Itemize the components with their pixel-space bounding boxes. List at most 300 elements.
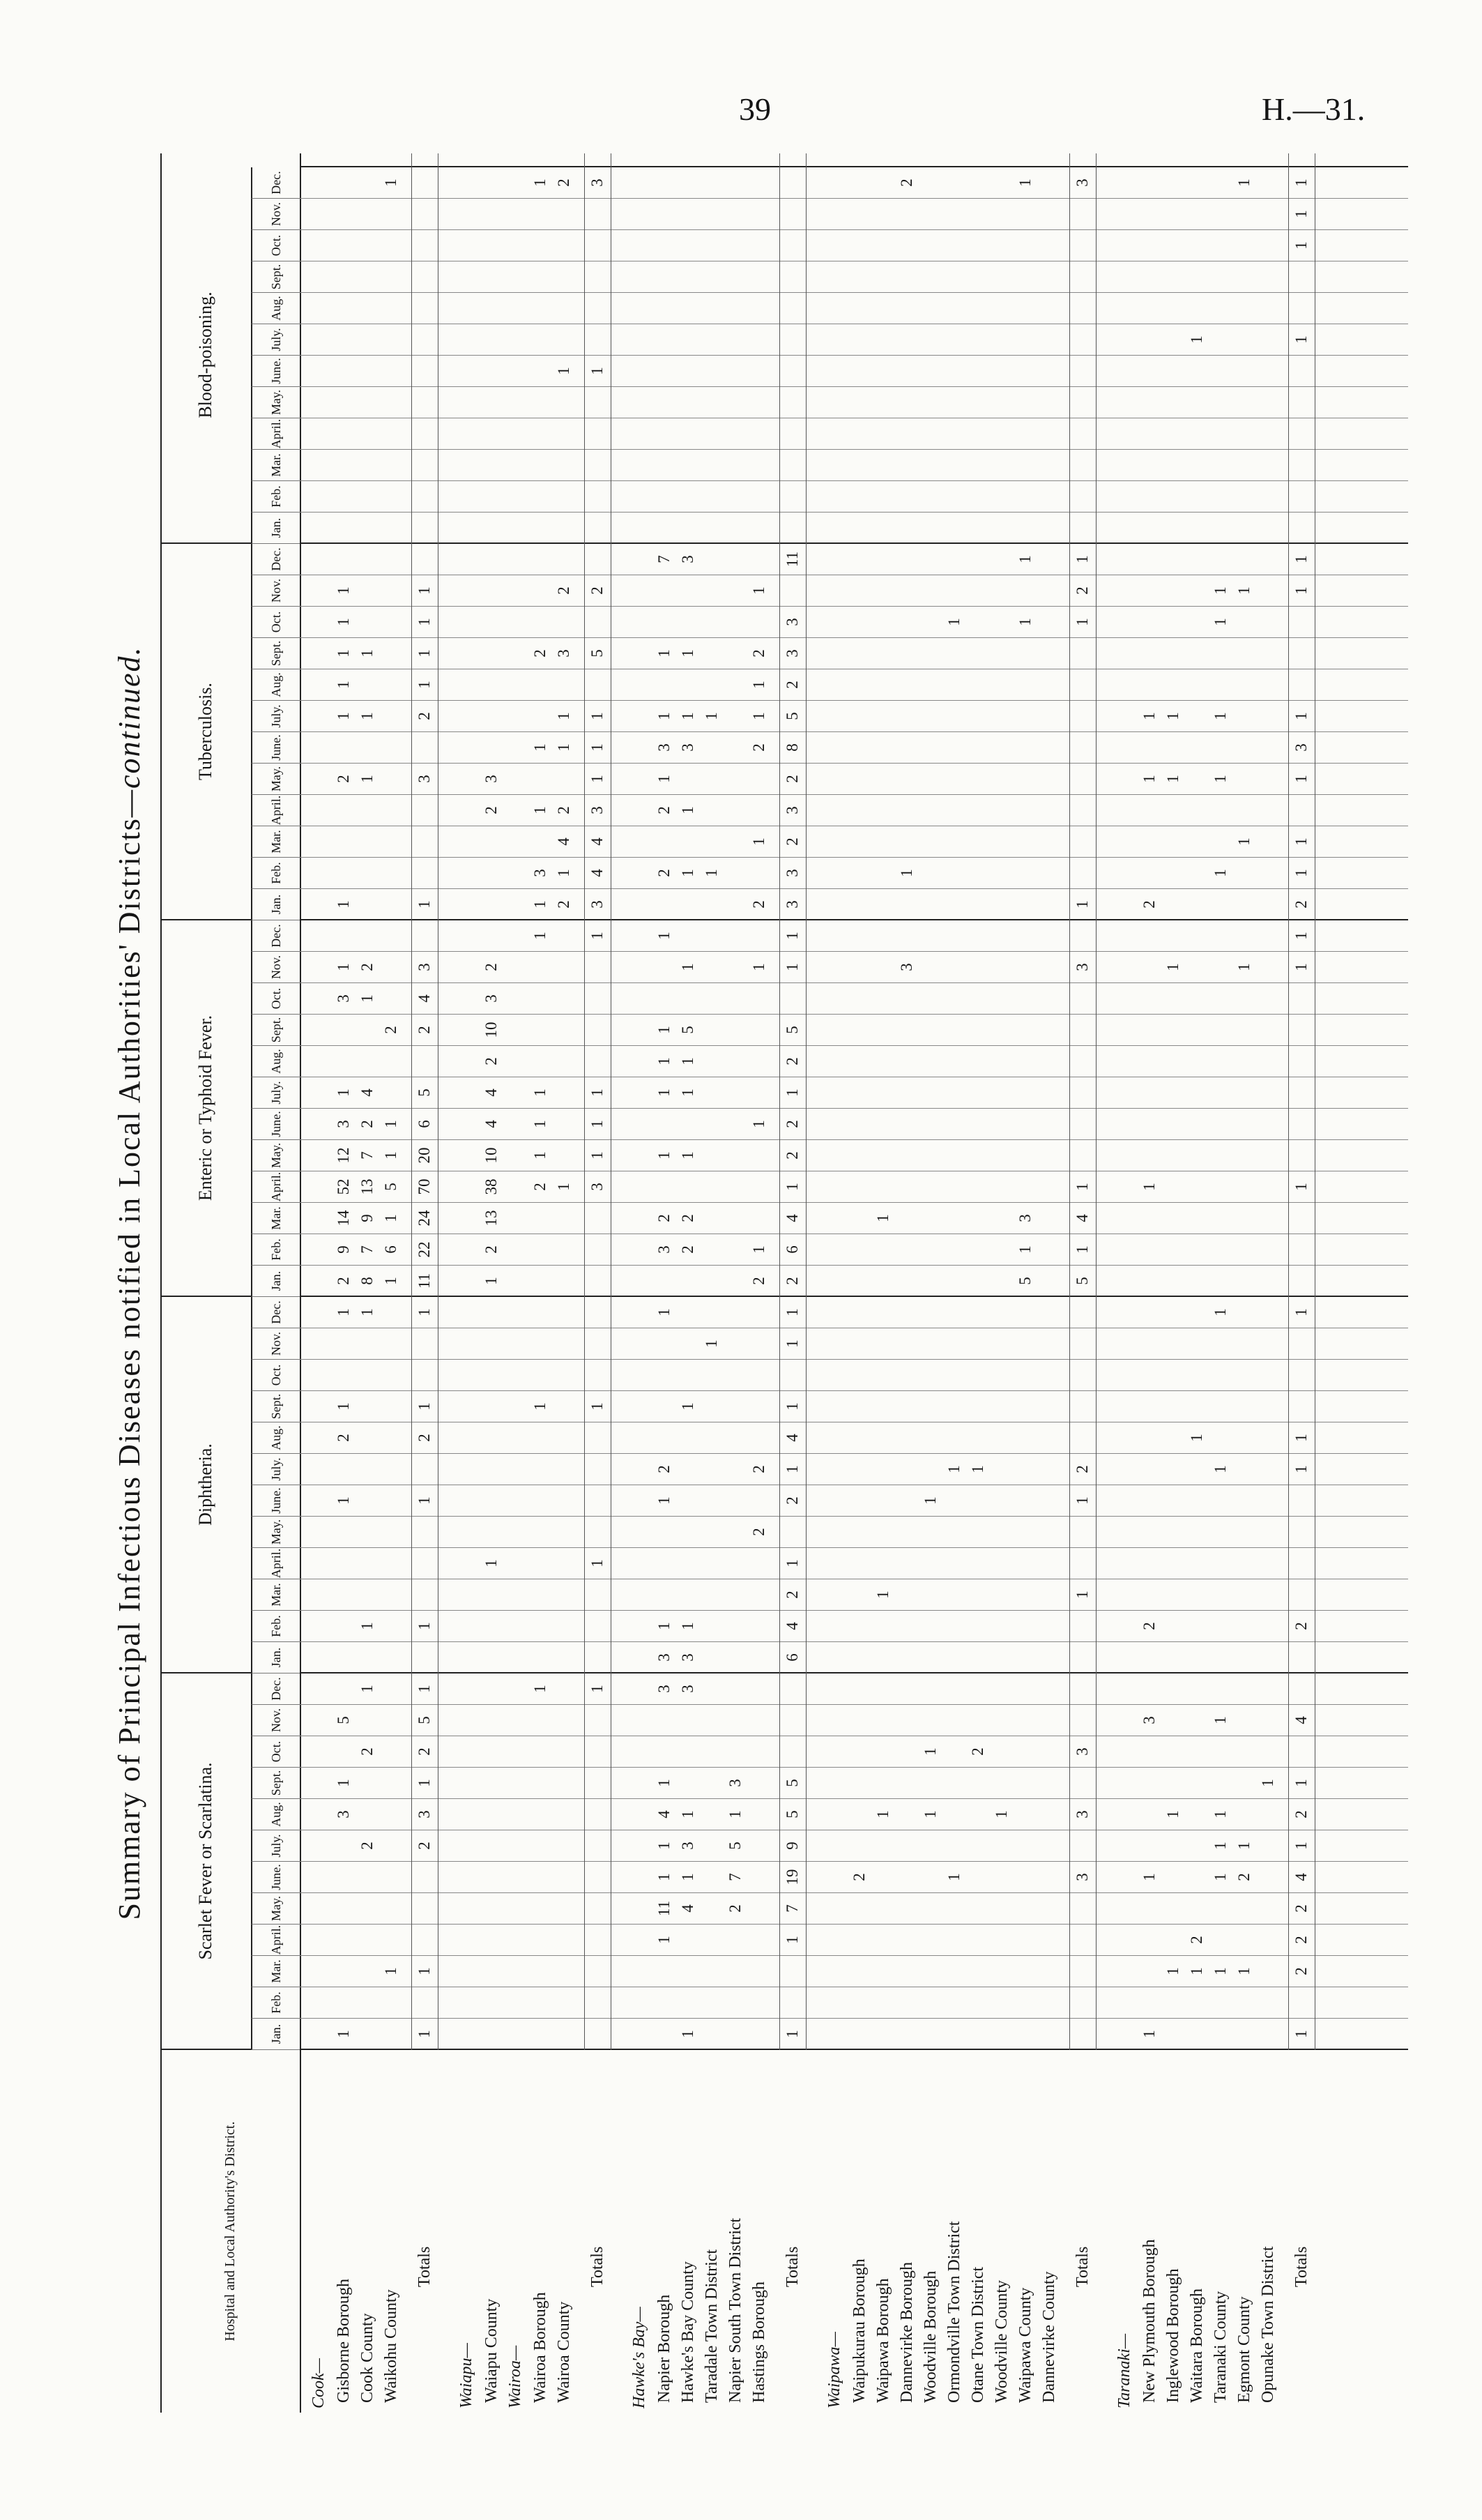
count-cell: 1 xyxy=(655,1026,673,1034)
count-cell: 2 xyxy=(1235,1873,1253,1881)
count-cell: 3 xyxy=(784,900,801,909)
count-cell: 19 xyxy=(784,1869,801,1885)
count-cell: 2 xyxy=(1188,1936,1205,1944)
count-cell: 1 xyxy=(655,1622,673,1630)
count-cell: 2 xyxy=(784,1151,801,1160)
count-cell: 3 xyxy=(784,806,801,814)
month-header: Feb. xyxy=(251,1234,300,1266)
count-cell: 1 xyxy=(679,1151,696,1160)
count-cell: 2 xyxy=(482,1245,500,1254)
month-header: Dec. xyxy=(251,920,300,952)
count-cell: 2 xyxy=(358,963,376,971)
count-cell: 9 xyxy=(335,1245,352,1254)
count-cell: 5 xyxy=(784,1810,801,1819)
count-cell: 1 xyxy=(1212,586,1229,595)
count-cell: 2 xyxy=(1140,1622,1158,1630)
count-cell: 1 xyxy=(415,1622,433,1630)
count-cell: 1 xyxy=(679,806,696,814)
count-cell: 8 xyxy=(784,743,801,752)
count-cell: 1 xyxy=(1074,1591,1091,1599)
totals-row xyxy=(587,153,610,2413)
count-cell: 1 xyxy=(784,1183,801,1191)
district-label: Wairoa— xyxy=(506,2345,524,2408)
totals-row xyxy=(1072,153,1095,2413)
count-cell: 1 xyxy=(335,1496,352,1505)
count-cell: 1 xyxy=(358,649,376,658)
count-cell: 1 xyxy=(482,1277,500,1285)
count-cell: 14 xyxy=(335,1210,352,1227)
month-header: Feb. xyxy=(251,1611,300,1642)
group-heading-row xyxy=(308,153,331,2413)
table-row xyxy=(701,153,724,2413)
month-headers xyxy=(251,153,300,2413)
count-cell: 3 xyxy=(679,555,696,563)
count-cell: 1 xyxy=(1164,963,1182,971)
month-header: Dec. xyxy=(251,167,300,199)
count-cell: 1 xyxy=(679,963,696,971)
count-cell: 1 xyxy=(679,2030,696,2038)
count-cell: 1 xyxy=(1292,1183,1310,1191)
count-cell: 1 xyxy=(358,1685,376,1693)
count-cell: 1 xyxy=(531,900,549,909)
district-label: Hawke's Bay— xyxy=(630,2307,648,2408)
count-cell: 3 xyxy=(1016,1214,1034,1222)
count-cell: 6 xyxy=(784,1653,801,1662)
count-cell: 2 xyxy=(555,179,572,187)
count-cell: 1 xyxy=(1235,963,1253,971)
group-heading-row xyxy=(824,153,847,2413)
count-cell: 1 xyxy=(1292,586,1310,595)
month-header: Nov. xyxy=(251,1705,300,1736)
count-cell: 2 xyxy=(358,1842,376,1850)
count-cell: 8 xyxy=(358,1277,376,1285)
count-cell: 3 xyxy=(898,963,915,971)
district-label: Taradale Town District xyxy=(703,2249,721,2403)
count-cell: 1 xyxy=(1212,1716,1229,1724)
count-cell: 13 xyxy=(358,1178,376,1195)
month-header: Jan. xyxy=(251,1266,300,1297)
count-cell: 3 xyxy=(679,1685,696,1693)
count-cell: 4 xyxy=(655,1810,673,1819)
count-cell: 4 xyxy=(588,837,606,846)
month-header: Sept. xyxy=(251,1391,300,1422)
count-cell: 3 xyxy=(482,994,500,1003)
count-cell: 1 xyxy=(1188,1434,1205,1442)
month-header: Nov. xyxy=(251,199,300,230)
count-cell: 1 xyxy=(1140,775,1158,783)
count-cell: 12 xyxy=(335,1147,352,1164)
count-cell: 3 xyxy=(1074,179,1091,187)
count-cell: 5 xyxy=(784,1026,801,1034)
count-cell: 2 xyxy=(415,1747,433,1756)
count-cell: 3 xyxy=(588,1183,606,1191)
group-heading-row xyxy=(1114,153,1137,2413)
count-cell: 1 xyxy=(555,869,572,877)
count-cell: 1 xyxy=(703,869,720,877)
count-cell: 1 xyxy=(655,1936,673,1944)
district-label: Totals xyxy=(784,2246,802,2287)
count-cell: 1 xyxy=(922,1496,939,1505)
count-cell: 1 xyxy=(531,932,549,940)
table-row xyxy=(1163,153,1186,2413)
disease-header: Enteric or Typhoid Fever. xyxy=(160,920,251,1297)
district-label: Wairoa County xyxy=(555,2301,573,2403)
month-header: Oct. xyxy=(251,607,300,638)
month-header: June. xyxy=(251,1862,300,1893)
table-row xyxy=(968,153,991,2413)
group-heading-row xyxy=(456,153,479,2413)
table-row xyxy=(1139,153,1162,2413)
count-cell: 2 xyxy=(750,1277,767,1285)
count-cell: 1 xyxy=(1212,1810,1229,1819)
count-cell: 1 xyxy=(1292,1779,1310,1787)
count-cell: 2 xyxy=(784,1496,801,1505)
count-cell: 1 xyxy=(1016,179,1034,187)
count-cell: 3 xyxy=(655,743,673,752)
count-cell: 6 xyxy=(382,1245,399,1254)
count-cell: 13 xyxy=(482,1210,500,1227)
count-cell: 1 xyxy=(531,1402,549,1411)
count-cell: 2 xyxy=(750,1528,767,1536)
count-cell: 2 xyxy=(555,806,572,814)
count-cell: 1 xyxy=(588,743,606,752)
district-label: Napier South Town District xyxy=(726,2217,744,2403)
count-cell: 2 xyxy=(679,1214,696,1222)
top-rule xyxy=(160,153,162,2413)
month-header: Oct. xyxy=(251,1360,300,1391)
count-cell: 4 xyxy=(358,1088,376,1097)
count-cell: 1 xyxy=(655,1057,673,1065)
month-header: July. xyxy=(251,324,300,356)
count-cell: 5 xyxy=(335,1716,352,1724)
totals-rule xyxy=(1096,153,1097,2050)
count-cell: 1 xyxy=(1292,1842,1310,1850)
month-header: April. xyxy=(251,795,300,826)
count-cell: 1 xyxy=(1235,179,1253,187)
count-cell: 1 xyxy=(335,681,352,689)
count-cell: 4 xyxy=(784,1214,801,1222)
month-header: July. xyxy=(251,701,300,732)
count-cell: 2 xyxy=(784,1120,801,1128)
count-cell: 1 xyxy=(874,1591,892,1599)
district-label: Napier Borough xyxy=(655,2294,673,2403)
district-label: New Plymouth Borough xyxy=(1140,2239,1159,2403)
table-row xyxy=(920,153,943,2413)
count-cell: 1 xyxy=(555,367,572,375)
count-cell: 3 xyxy=(335,1120,352,1128)
column-headers xyxy=(160,153,300,2413)
district-label: Inglewood Borough xyxy=(1164,2268,1182,2403)
count-cell: 3 xyxy=(679,743,696,752)
count-cell: 1 xyxy=(531,179,549,187)
count-cell: 1 xyxy=(993,1810,1010,1819)
count-cell: 1 xyxy=(679,1402,696,1411)
table-body xyxy=(300,153,1408,2413)
count-cell: 5 xyxy=(784,1779,801,1787)
count-cell: 5 xyxy=(415,1716,433,1724)
count-cell: 1 xyxy=(1164,1810,1182,1819)
month-header: Mar. xyxy=(251,826,300,858)
count-cell: 4 xyxy=(482,1120,500,1128)
table-row xyxy=(725,153,748,2413)
count-cell: 1 xyxy=(784,1308,801,1316)
count-cell: 1 xyxy=(358,712,376,720)
table-row xyxy=(896,153,919,2413)
district-label: Waipawa Borough xyxy=(874,2278,892,2403)
count-cell: 3 xyxy=(588,900,606,909)
district-label: Hawke's Bay County xyxy=(679,2261,697,2403)
count-cell: 4 xyxy=(784,1434,801,1442)
month-header: Mar. xyxy=(251,1203,300,1234)
count-cell: 1 xyxy=(335,2030,352,2038)
count-cell: 1 xyxy=(1212,1967,1229,1975)
count-cell: 2 xyxy=(750,649,767,658)
count-cell: 1 xyxy=(969,1465,986,1473)
month-header: Mar. xyxy=(251,450,300,481)
count-cell: 1 xyxy=(945,618,963,626)
totals-rule xyxy=(1288,153,1289,2050)
disease-header: Diphtheria. xyxy=(160,1297,251,1673)
count-cell: 1 xyxy=(784,1936,801,1944)
month-header: Sept. xyxy=(251,261,300,293)
count-cell: 3 xyxy=(415,1810,433,1819)
count-cell: 4 xyxy=(588,869,606,877)
count-cell: 3 xyxy=(655,1653,673,1662)
count-cell: 4 xyxy=(482,1088,500,1097)
count-cell: 3 xyxy=(335,1810,352,1819)
district-label: Hastings Borough xyxy=(750,2282,768,2403)
count-cell: 1 xyxy=(784,963,801,971)
count-cell: 1 xyxy=(703,712,720,720)
month-header: June. xyxy=(251,732,300,764)
count-cell: 1 xyxy=(335,963,352,971)
month-header: Aug. xyxy=(251,669,300,701)
district-label: Totals xyxy=(1292,2246,1311,2287)
month-header: May. xyxy=(251,1893,300,1925)
totals-row xyxy=(1291,153,1314,2413)
count-cell: 24 xyxy=(415,1210,433,1227)
count-cell: 1 xyxy=(358,1308,376,1316)
count-cell: 1 xyxy=(679,712,696,720)
count-cell: 7 xyxy=(655,555,673,563)
count-cell: 3 xyxy=(555,649,572,658)
district-label: Totals xyxy=(415,2246,434,2287)
count-cell: 1 xyxy=(415,2030,433,2038)
table-row xyxy=(873,153,896,2413)
count-cell: 1 xyxy=(784,1339,801,1348)
count-cell: 2 xyxy=(335,1277,352,1285)
month-header: Jan. xyxy=(251,513,300,544)
count-cell: 6 xyxy=(784,1245,801,1254)
count-cell: 9 xyxy=(358,1214,376,1222)
count-cell: 1 xyxy=(1292,712,1310,720)
count-cell: 3 xyxy=(784,869,801,877)
count-cell: 1 xyxy=(531,806,549,814)
count-cell: 1 xyxy=(588,1120,606,1128)
district-label: Otane Town District xyxy=(969,2266,987,2403)
count-cell: 1 xyxy=(874,1214,892,1222)
count-cell: 1 xyxy=(1212,1465,1229,1473)
count-cell: 1 xyxy=(655,932,673,940)
count-cell: 2 xyxy=(555,586,572,595)
count-cell: 1 xyxy=(1235,837,1253,846)
count-cell: 1 xyxy=(655,1873,673,1881)
count-cell: 5 xyxy=(415,1088,433,1097)
month-header: Sept. xyxy=(251,1768,300,1799)
district-label: Ormondville Town District xyxy=(945,2221,963,2403)
count-cell: 1 xyxy=(1292,179,1310,187)
count-cell: 2 xyxy=(358,1747,376,1756)
month-header: May. xyxy=(251,387,300,418)
count-cell: 1 xyxy=(335,1402,352,1411)
count-cell: 1 xyxy=(415,1402,433,1411)
district-label: Cook— xyxy=(310,2358,328,2408)
rotated-table-block xyxy=(112,153,1408,2413)
month-header: Aug. xyxy=(251,1422,300,1454)
count-cell: 2 xyxy=(655,869,673,877)
month-header: July. xyxy=(251,1077,300,1109)
count-cell: 1 xyxy=(1074,555,1091,563)
count-cell: 4 xyxy=(1292,1873,1310,1881)
count-cell: 11 xyxy=(655,1900,673,1917)
month-header: Mar. xyxy=(251,1956,300,1987)
count-cell: 1 xyxy=(415,900,433,909)
month-header: Nov. xyxy=(251,1328,300,1360)
table-row xyxy=(991,153,1014,2413)
count-cell: 1 xyxy=(726,1810,744,1819)
count-cell: 1 xyxy=(784,1559,801,1568)
district-label: Waitara Borough xyxy=(1188,2288,1206,2403)
count-cell: 1 xyxy=(1292,555,1310,563)
table-row xyxy=(1015,153,1038,2413)
count-cell: 2 xyxy=(415,1026,433,1034)
count-cell: 1 xyxy=(415,1967,433,1975)
count-cell: 1 xyxy=(945,1873,963,1881)
count-cell: 5 xyxy=(382,1183,399,1191)
count-cell: 3 xyxy=(655,1685,673,1693)
count-cell: 2 xyxy=(1140,900,1158,909)
count-cell: 2 xyxy=(898,179,915,187)
count-cell: 3 xyxy=(784,649,801,658)
count-cell: 2 xyxy=(750,900,767,909)
count-cell: 11 xyxy=(784,551,801,568)
totals-row xyxy=(414,153,437,2413)
count-cell: 1 xyxy=(415,1779,433,1787)
count-cell: 1 xyxy=(382,1967,399,1975)
count-cell: 2 xyxy=(784,1057,801,1065)
count-cell: 1 xyxy=(1292,837,1310,846)
month-header: Aug. xyxy=(251,1799,300,1830)
district-label: Opunake Town District xyxy=(1259,2246,1277,2403)
table-row xyxy=(654,153,677,2413)
table-row xyxy=(381,153,404,2413)
table-row xyxy=(1234,153,1257,2413)
count-cell: 1 xyxy=(358,994,376,1003)
totals-rule xyxy=(1069,153,1070,2050)
count-cell: 1 xyxy=(1292,963,1310,971)
count-cell: 1 xyxy=(1212,869,1229,877)
count-cell: 1 xyxy=(335,586,352,595)
district-label: Woodville County xyxy=(993,2279,1011,2403)
count-cell: 2 xyxy=(1292,900,1310,909)
district-label: Wairoa Borough xyxy=(531,2292,549,2403)
count-cell: 3 xyxy=(1074,963,1091,971)
count-cell: 1 xyxy=(655,1779,673,1787)
count-cell: 1 xyxy=(588,1685,606,1693)
count-cell: 4 xyxy=(679,1904,696,1913)
district-label: Dannevirke Borough xyxy=(898,2262,916,2403)
count-cell: 1 xyxy=(1259,1779,1276,1787)
month-header: Nov. xyxy=(251,952,300,983)
count-cell: 1 xyxy=(382,1120,399,1128)
district-label: Taranaki— xyxy=(1115,2333,1133,2408)
count-cell: 3 xyxy=(1074,1747,1091,1756)
document-reference: H.—31. xyxy=(1262,91,1366,127)
count-cell: 5 xyxy=(1016,1277,1034,1285)
count-cell: 1 xyxy=(679,869,696,877)
count-cell: 11 xyxy=(415,1273,433,1289)
month-header: Feb. xyxy=(251,481,300,513)
count-cell: 1 xyxy=(1074,1245,1091,1254)
count-cell: 1 xyxy=(1292,775,1310,783)
count-cell: 1 xyxy=(335,900,352,909)
totals-rule xyxy=(779,153,780,2050)
count-cell: 3 xyxy=(784,618,801,626)
table-row xyxy=(481,153,504,2413)
count-cell: 1 xyxy=(679,1057,696,1065)
count-cell: 1 xyxy=(922,1810,939,1819)
count-cell: 1 xyxy=(382,179,399,187)
table-title xyxy=(112,153,147,2413)
count-cell: 1 xyxy=(1292,241,1310,250)
month-header: May. xyxy=(251,1140,300,1171)
district-label: Waiapu— xyxy=(457,2343,475,2408)
count-cell: 1 xyxy=(1292,932,1310,940)
count-cell: 2 xyxy=(1074,1465,1091,1473)
count-cell: 1 xyxy=(1140,1183,1158,1191)
district-label: Egmont County xyxy=(1235,2296,1253,2403)
district-label: Waipawa County xyxy=(1016,2287,1034,2403)
count-cell: 2 xyxy=(555,900,572,909)
totals-row xyxy=(782,153,805,2413)
district-label: Waikohu County xyxy=(382,2289,400,2403)
month-header: Jan. xyxy=(251,889,300,920)
district-label: Totals xyxy=(1074,2246,1092,2287)
count-cell: 1 xyxy=(335,1308,352,1316)
count-cell: 1 xyxy=(922,1747,939,1756)
table-row xyxy=(1258,153,1281,2413)
month-header: June. xyxy=(251,356,300,387)
count-cell: 1 xyxy=(1292,2030,1310,2038)
count-cell: 3 xyxy=(588,806,606,814)
month-header: Feb. xyxy=(251,1987,300,2019)
month-header: Sept. xyxy=(251,638,300,669)
count-cell: 2 xyxy=(1292,1904,1310,1913)
table-row xyxy=(849,153,872,2413)
count-cell: 1 xyxy=(750,586,767,595)
month-header: Feb. xyxy=(251,858,300,889)
count-cell: 1 xyxy=(415,681,433,689)
count-cell: 1 xyxy=(655,712,673,720)
table-row xyxy=(678,153,701,2413)
count-cell: 2 xyxy=(358,1120,376,1128)
group-heading-row xyxy=(629,153,652,2413)
district-label: Waipukurau Borough xyxy=(850,2259,869,2403)
count-cell: 7 xyxy=(726,1873,744,1881)
month-header: Mar. xyxy=(251,1579,300,1611)
count-cell: 3 xyxy=(531,869,549,877)
count-cell: 1 xyxy=(655,649,673,658)
